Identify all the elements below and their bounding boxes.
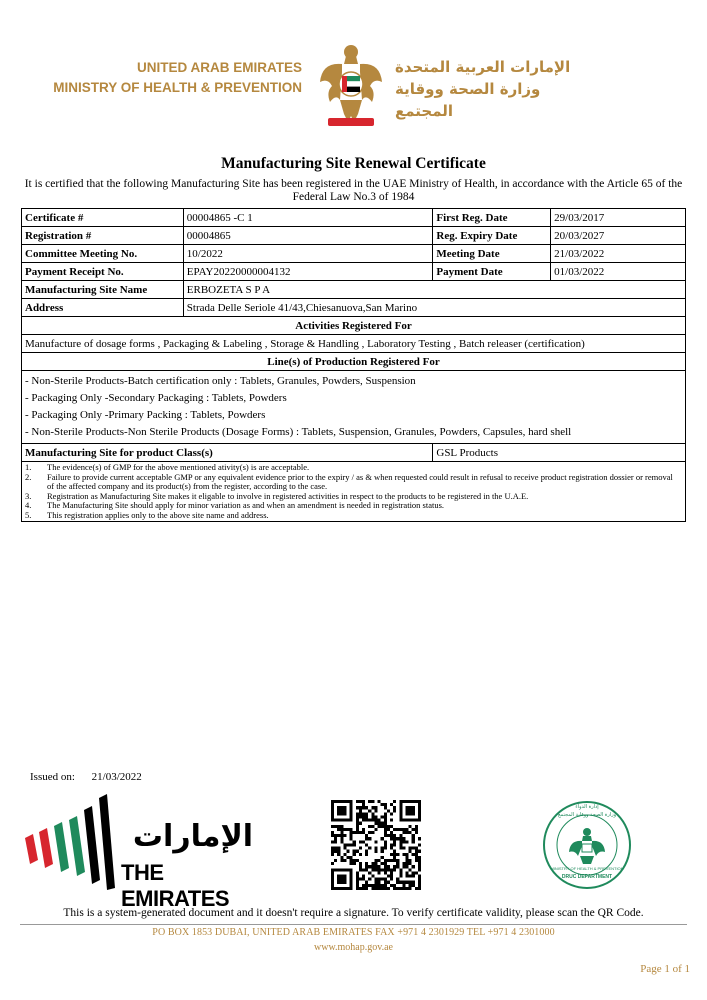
table-row [22, 353, 686, 371]
note-number: 2. [25, 471, 32, 482]
expiry-date-value: 20/03/2027 [551, 227, 686, 245]
brand-arabic: الإمارات [132, 819, 254, 854]
production-line: - Packaging Only -Primary Packing : Tablets, Powders [25, 409, 266, 421]
table-row [22, 281, 686, 299]
note-text: The evidence(s) of GMP for the above mentioned ativity(s) is are acceptable. [47, 462, 310, 472]
table-row [22, 462, 686, 522]
address-value: Strada Delle Seriole 41/43,Chiesanuova,San Marino [183, 299, 685, 317]
first-reg-date-value: 29/03/2017 [551, 209, 686, 227]
note-text: Failure to provide current acceptable GMP or any equivalent evidence prior to the expiry / as & when requested could result in refusal to receive product registration dossier or removal of the affected company and its product(s) from the register, according to the case. [47, 471, 673, 491]
issued-on [30, 771, 142, 783]
payment-receipt-value: EPAY20220000004132 [183, 263, 433, 281]
certificate-title: Manufacturing Site Renewal Certificate [221, 155, 486, 172]
brand-english: THE EMIRATES [121, 860, 230, 911]
activities-heading: Activities Registered For [22, 317, 686, 335]
the-emirates-logo [25, 790, 265, 911]
note-number: 5. [25, 509, 32, 520]
list-item [25, 511, 682, 521]
note-number: 3. [25, 490, 32, 501]
table-row [22, 245, 686, 263]
activities-text: Manufacture of dosage forms , Packaging & Labeling , Storage & Handling , Laboratory Testing , Batch releaser (certification) [22, 335, 686, 353]
seal-department-text: DRUC DEPARTMENT [561, 874, 613, 880]
production-line: - Non-Sterile Products-Batch certification only : Tablets, Granules, Powders, Suspension [25, 375, 416, 387]
site-name-value: ERBOZETA S P A [183, 281, 685, 299]
table-row [22, 299, 686, 317]
country-name-arabic: الإمارات العربية المتحدة [395, 58, 571, 76]
footer-website-link[interactable]: www.mohap.gov.ae [314, 942, 393, 953]
country-name-english: UNITED ARAB EMIRATES [137, 60, 302, 75]
first-reg-date-label: First Reg. Date [433, 209, 551, 227]
note-text: The Manufacturing Site should apply for minor variation as and when an amendment is needed in registration status. [47, 500, 445, 510]
falcon-emblem-icon [318, 42, 384, 128]
footer-divider [20, 924, 687, 925]
department-seal [542, 800, 632, 890]
production-lines [22, 371, 686, 444]
verification-qr-code[interactable] [331, 800, 421, 890]
table-row [22, 371, 686, 444]
committee-meeting-label: Committee Meeting No. [22, 245, 184, 263]
registration-number-label: Registration # [22, 227, 184, 245]
ministry-name-english-line: MINISTRY OF HEALTH & PREVENTION [53, 80, 302, 95]
payment-date-value: 01/03/2022 [551, 263, 686, 281]
table-row [22, 335, 686, 353]
table-row [22, 444, 686, 462]
meeting-date-label: Meeting Date [433, 245, 551, 263]
seal-top-small: إدارة الدواء [575, 804, 599, 810]
address-label: Address [22, 299, 184, 317]
note-text: This registration applies only to the above site name and address. [47, 509, 269, 520]
certificate-number-label: Certificate # [22, 209, 184, 227]
payment-receipt-label: Payment Receipt No. [22, 263, 184, 281]
table-row [22, 263, 686, 281]
note-number: 4. [25, 500, 32, 510]
production-line: - Non-Sterile Products-Non Sterile Products (Dosage Forms) : Tablets, Suspension, Granules, Powders, Capsules, hard shell [25, 426, 572, 438]
production-heading: Line(s) of Production Registered For [22, 353, 686, 371]
issued-label: Issued on: [30, 771, 75, 783]
certificate-intro: It is certified that the following Manufacturing Site has been registered in the UAE Ministry of Health, in accordance with the Article 65 of the Federal Law No.3 of 1984 [24, 178, 683, 203]
note-text: Registration as Manufacturing Site makes it eligable to involve in registered activities in respect to the products to be registered in the U.A.E. [47, 490, 529, 501]
product-class-value: GSL Products [433, 444, 686, 462]
notes-list [22, 462, 686, 522]
seal-ministry-text: MINISTRY OF HEALTH & PREVENTION [550, 866, 624, 871]
certificate-number-value: 00004865 -C 1 [183, 209, 433, 227]
product-class-label-text: Manufacturing Site for product Class(s) [25, 446, 213, 459]
footer-address: PO BOX 1853 DUBAI, UNITED ARAB EMIRATES FAX +971 4 2301929 TEL +971 4 2301000 [152, 927, 555, 938]
certificate-details-table [21, 208, 686, 522]
expiry-date-label: Reg. Expiry Date [433, 227, 551, 245]
system-generated-note: This is a system-generated document and it doesn't require a signature. To verify certificate validity, please scan the QR Code. [63, 907, 644, 919]
table-row [22, 317, 686, 335]
payment-date-label: Payment Date [433, 263, 551, 281]
meeting-date-value: 21/03/2022 [551, 245, 686, 263]
committee-meeting-value: 10/2022 [183, 245, 433, 263]
production-line: - Packaging Only -Secondary Packaging : Tablets, Powders [25, 392, 287, 404]
issued-date: 21/03/2022 [91, 771, 142, 783]
site-name-label: Manufacturing Site Name [22, 281, 184, 299]
registration-number-value: 00004865 [183, 227, 433, 245]
ministry-name-arabic [395, 56, 585, 122]
ministry-name-english [40, 58, 302, 98]
product-class-label [22, 444, 433, 462]
page-number: Page 1 of 1 [640, 963, 690, 975]
list-item [25, 473, 682, 492]
ministry-name-arabic-line: وزارة الصحة ووقاية المجتمع [395, 80, 541, 120]
table-row [22, 209, 686, 227]
note-number: 1. [25, 462, 32, 472]
seal-arabic-text: وزارة الصحة ووقاية المجتمع [557, 812, 617, 818]
table-row [22, 227, 686, 245]
